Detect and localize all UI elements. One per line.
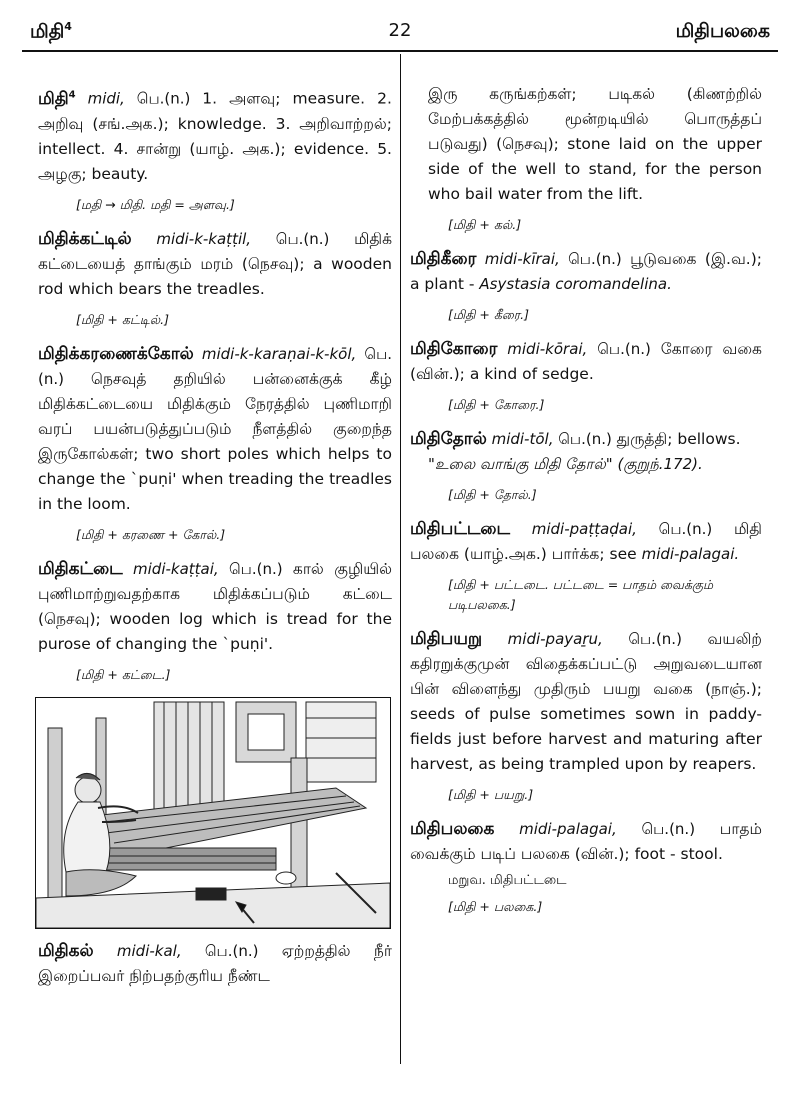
transliteration: midi-kōrai, bbox=[507, 340, 588, 358]
loom-illustration-svg bbox=[36, 698, 390, 928]
transliteration: midi-kal, bbox=[116, 941, 182, 960]
etymology: [மதி → மிதி. மதி = அளவு.] bbox=[76, 196, 235, 212]
headword: மிதிகீரை bbox=[410, 249, 477, 269]
part-of-speech: பெ.(n.) bbox=[641, 820, 696, 838]
transliteration: midi-k-karaṇai-k-kōl, bbox=[201, 344, 357, 363]
etymology: [மிதி + கட்டில்.] bbox=[76, 311, 169, 327]
definition: பாதம் வைக்கும் படிப் பலகை (வின்.); foot - stool. bbox=[410, 820, 762, 863]
transliteration: midi-k-kaṭṭil, bbox=[156, 229, 252, 248]
part-of-speech: பெ.(n.) bbox=[38, 344, 392, 388]
entry-midikattai bbox=[38, 557, 392, 657]
headword: மிதிதோல் bbox=[410, 429, 487, 449]
entry-midikal-continued bbox=[410, 82, 762, 207]
transliteration: midi-kīrai, bbox=[484, 250, 560, 268]
header-rule bbox=[22, 50, 778, 52]
loom-weaver-illustration bbox=[35, 697, 391, 929]
header-right-guideword: மிதிபலகை bbox=[675, 20, 770, 42]
page-number: 22 bbox=[388, 20, 412, 41]
definition: பூடுவகை (இ.வ.); a plant - bbox=[410, 250, 762, 293]
headword: மிதி$^4$ bbox=[38, 88, 76, 109]
transliteration: midi, bbox=[87, 89, 125, 108]
definition: ஏற்றத்தில் நீர் இறைப்பவர் நிற்பதற்குரிய நீண்ட bbox=[38, 941, 392, 985]
column-divider bbox=[400, 54, 401, 1064]
etymology: [மிதி + பயறு.] bbox=[448, 787, 534, 802]
part-of-speech: பெ.(n.) bbox=[204, 941, 259, 960]
right-column bbox=[410, 82, 762, 929]
headword: மிதிக்கரணைக்கோல் bbox=[38, 343, 194, 364]
headword: மிதிக்கட்டில் bbox=[38, 228, 132, 249]
headword: மிதிபயறு bbox=[410, 629, 483, 649]
definition: மிதிக் கட்டையைத் தாங்கும் மரம் (நெசவு); a wooden rod which bears the treadles. bbox=[38, 229, 392, 298]
entry-midikal bbox=[38, 939, 392, 989]
transliteration: midi-palagai, bbox=[519, 820, 617, 838]
etymology: [மிதி + கோரை.] bbox=[448, 397, 545, 412]
part-of-speech: பெ.(n.) bbox=[275, 229, 330, 248]
part-of-speech: பெ.(n.) bbox=[568, 250, 622, 268]
entry-midi4 bbox=[38, 82, 392, 187]
part-of-speech: பெ.(n.) bbox=[229, 559, 283, 578]
page-header bbox=[30, 8, 770, 48]
scientific-name: Asystasia coromandelina. bbox=[479, 275, 672, 293]
headword: மிதிகட்டை bbox=[38, 558, 123, 579]
transliteration: midi-payaṟu, bbox=[507, 630, 603, 648]
etymology: [மிதி + பலகை.] bbox=[448, 899, 543, 914]
headword: மிதிபட்டடை bbox=[410, 519, 510, 539]
entry-midipayaru bbox=[410, 627, 762, 777]
part-of-speech: பெ.(n.) bbox=[628, 630, 682, 648]
part-of-speech: பெ.(n.) bbox=[597, 340, 651, 358]
entry-midikkattil bbox=[38, 227, 392, 302]
left-column bbox=[38, 82, 392, 989]
synonym-note: மறுவ. மிதிபட்டடை bbox=[448, 873, 567, 888]
etymology: [மிதி + பட்டடை. பட்டடை = பாதம் வைக்கும் படிபலகை.] bbox=[448, 577, 714, 612]
definition: கால் குழியில் புணிமாற்றுவதற்காக மிதிக்கப்படும் கட்டை (நெசவு); wooden log which is tread for the purose of changing the `puṇi'. bbox=[38, 559, 392, 653]
headword: மிதிபலகை bbox=[410, 819, 495, 839]
etymology: [மிதி + தோல்.] bbox=[448, 487, 537, 502]
transliteration: midi-tōl, bbox=[491, 430, 554, 448]
etymology: [மிதி + கல்.] bbox=[448, 217, 522, 232]
transliteration: midi-kaṭṭai, bbox=[133, 559, 219, 578]
entry-midikirai bbox=[410, 247, 762, 297]
entry-midikkaranaikkol bbox=[38, 342, 392, 517]
citation-quote: "உலை வாங்கு மிதி தோல்" (குறுந்.172). bbox=[428, 455, 703, 473]
etymology: [மிதி + கட்டை.] bbox=[76, 666, 171, 682]
part-of-speech: பெ.(n.) bbox=[658, 520, 713, 538]
entry-midital bbox=[410, 427, 762, 477]
entry-midikorai bbox=[410, 337, 762, 387]
headword: மிதிகோரை bbox=[410, 339, 498, 359]
definition: இரு கருங்கற்கள்; படிகல் (கிணற்றில் மேற்பக்கத்தில் மூன்றடியில் பொருத்தப் படுவது) (நெசவு); stone laid on the upper side of the well to stand, for the person who bail water from the lift. bbox=[428, 85, 762, 203]
transliteration: midi-paṭṭaḍai, bbox=[531, 520, 637, 538]
header-left-guideword: மிதி$^4$ bbox=[30, 20, 72, 43]
definition: மிதி பலகை (யாழ்.அக.) பார்க்க; see bbox=[410, 520, 762, 563]
etymology: [மிதி + கரணை + கோல்.] bbox=[76, 526, 226, 542]
headword: மிதிகல் bbox=[38, 940, 94, 961]
definition: துருத்தி; bellows. bbox=[616, 430, 741, 448]
see-reference: midi-palagai. bbox=[641, 545, 740, 563]
etymology: [மிதி + கீரை.] bbox=[448, 307, 529, 322]
definition: நெசவுத் தறியில் பன்னைக்குக் கீழ் மிதிக்கட்டையை மிதிக்கும் நேரத்தில் புணிமாறி வரப் பயன்படுத்துப்படும் நீளத்தில் குறைந்த இருகோல்கள்; two short poles which helps to change the `puṇi' when treading the treadles in the loom. bbox=[38, 369, 392, 513]
part-of-speech: பெ.(n.) bbox=[558, 430, 612, 448]
definition: வயலிற் கதிரறுக்குமுன் விதைக்கப்பட்டு அறுவடையான பின் விளைந்து முதிரும் பயறு வகை (நாஞ்.); seeds of pulse sometimes sown in paddy-fields just before harvest and maturing after harvest, as being trampled upon by reapers. bbox=[410, 630, 762, 773]
entry-midipattadai bbox=[410, 517, 762, 567]
definition: 1. அளவு; measure. 2. அறிவு (சங்.அக.); knowledge. 3. அறிவாற்றல்; intellect. 4. சான்று (யாழ். அக.); evidence. 5. அழகு; beauty. bbox=[38, 89, 392, 183]
entry-midipalagai bbox=[410, 817, 762, 867]
part-of-speech: பெ.(n.) bbox=[136, 89, 191, 108]
definition: கோரை வகை (வின்.); a kind of sedge. bbox=[410, 340, 762, 383]
